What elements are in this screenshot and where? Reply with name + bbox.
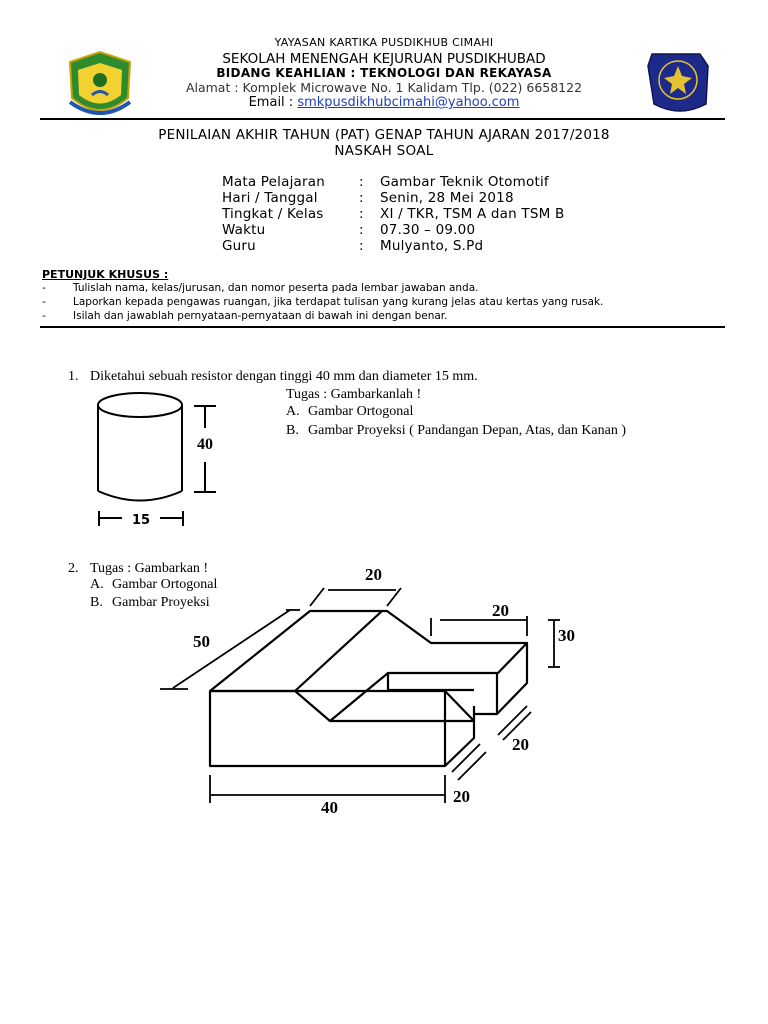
- q1-task-a: Gambar Ortogonal: [308, 404, 414, 419]
- q1-task-b: Gambar Proyeksi ( Pandangan Depan, Atas, dan Kanan ): [308, 423, 627, 438]
- instruction-dash: -: [42, 296, 46, 308]
- school-address: Alamat : Komplek Microwave No. 1 Kalidam Tlp. (022) 6658122: [185, 80, 583, 95]
- info-label: Waktu: [222, 222, 266, 238]
- foundation-name: YAYASAN KARTIKA PUSDIKHUB CIMAHI: [274, 36, 494, 49]
- q2-task-b-marker: B.: [90, 595, 103, 610]
- exam-subtitle: NASKAH SOAL: [334, 143, 434, 159]
- info-separator: :: [359, 190, 364, 206]
- field-of-expertise: BIDANG KEAHLIAN : TEKNOLOGI DAN REKAYASA: [216, 66, 552, 80]
- info-separator: :: [359, 222, 364, 238]
- q2-task-a: Gambar Ortogonal: [112, 577, 218, 592]
- q2-dim-right-width: 20: [492, 601, 509, 620]
- q2-dim-front-width: 40: [321, 798, 338, 817]
- school-email: [0, 95, 768, 110]
- q1-task-a-marker: A.: [286, 404, 300, 419]
- q1-number: 1.: [68, 369, 79, 384]
- instruction-text: Laporkan kepada pengawas ruangan, jika terdapat tulisan yang kurang jelas atau kertas yang rusak.: [73, 296, 604, 308]
- header-divider: [40, 118, 725, 120]
- q1-height-dimension: 40: [197, 436, 213, 453]
- instruction-dash: -: [42, 282, 46, 294]
- q1-task-b-marker: B.: [286, 423, 299, 438]
- email-link[interactable]: smkpusdikhubcimahi@yahoo.com: [297, 95, 520, 110]
- exam-title: PENILAIAN AKHIR TAHUN (PAT) GENAP TAHUN AJARAN 2017/2018: [158, 127, 610, 143]
- q2-dim-slot-depth: 20: [512, 735, 529, 754]
- q2-number: 2.: [68, 561, 79, 576]
- q1-diameter-dimension: 15: [132, 513, 151, 528]
- info-label: Tingkat / Kelas: [222, 206, 324, 222]
- q1-text: Diketahui sebuah resistor dengan tinggi 40 mm dan diameter 15 mm.: [90, 369, 478, 384]
- q2-dim-front-depth: 20: [453, 787, 470, 806]
- info-value: 07.30 – 09.00: [380, 222, 476, 238]
- instruction-text: Isilah dan jawablah pernyataan-pernyataan di bawah ini dengan benar.: [73, 310, 448, 322]
- info-value: Senin, 28 Mei 2018: [380, 190, 514, 206]
- q2-text: Tugas : Gambarkan !: [90, 561, 209, 576]
- info-separator: :: [359, 238, 364, 254]
- info-value: Gambar Teknik Otomotif: [380, 174, 549, 190]
- info-value: XI / TKR, TSM A dan TSM B: [380, 206, 565, 222]
- q1-task-heading: Tugas : Gambarkanlah !: [286, 387, 422, 402]
- info-label: Mata Pelajaran: [222, 174, 325, 190]
- q2-task-a-marker: A.: [90, 577, 104, 592]
- info-label: Hari / Tanggal: [222, 190, 318, 206]
- q2-task-b: Gambar Proyeksi: [112, 595, 210, 610]
- info-separator: :: [359, 206, 364, 222]
- instruction-dash: -: [42, 310, 46, 322]
- email-label: Email :: [248, 95, 298, 110]
- info-label: Guru: [222, 238, 256, 254]
- q2-dim-depth: 50: [193, 632, 210, 651]
- q2-dim-top-width: 20: [365, 565, 382, 584]
- info-value: Mulyanto, S.Pd: [380, 238, 484, 254]
- instructions-divider: [40, 326, 725, 328]
- info-separator: :: [359, 174, 364, 190]
- instructions-heading: PETUNJUK KHUSUS :: [42, 268, 169, 281]
- q2-dim-right-height: 30: [558, 626, 575, 645]
- instruction-text: Tulislah nama, kelas/jurusan, dan nomor peserta pada lembar jawaban anda.: [73, 282, 479, 294]
- school-name: SEKOLAH MENENGAH KEJURUAN PUSDIKHUBAD: [222, 51, 546, 67]
